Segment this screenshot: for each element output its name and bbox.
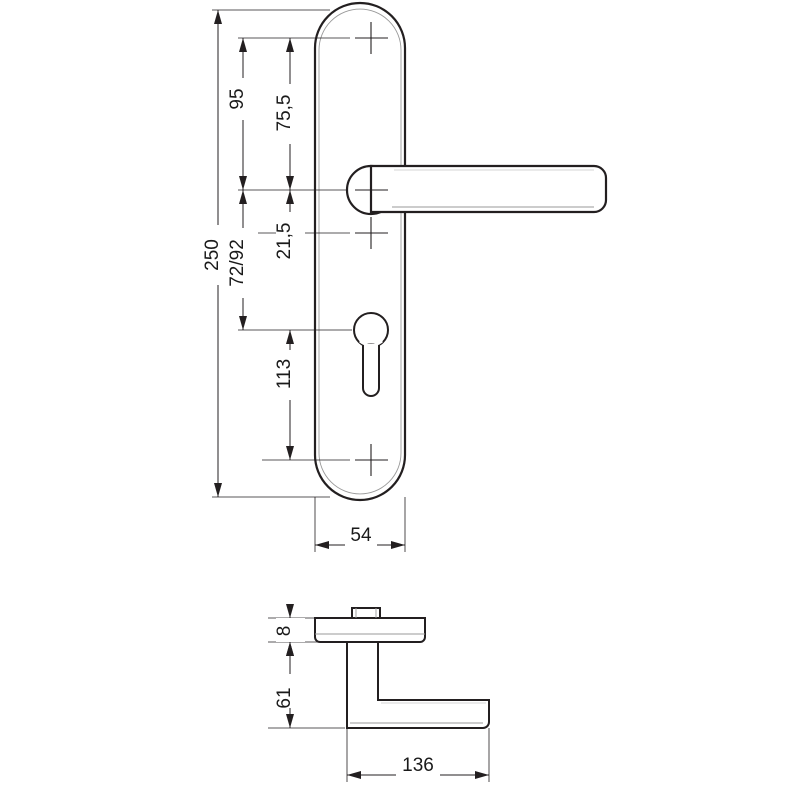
dimension-54 <box>315 524 405 549</box>
dimension-label-75-5: 75,5 <box>274 94 295 132</box>
dimension-label-113: 113 <box>274 358 295 390</box>
dimension-72-92 <box>227 190 258 330</box>
dimension-113 <box>274 330 305 460</box>
dimension-21-5 <box>274 190 305 274</box>
dimension-61 <box>274 642 305 728</box>
dimension-136 <box>347 754 489 779</box>
handle-lever-side-profile <box>347 642 489 728</box>
dimension-label-61: 61 <box>274 687 295 709</box>
escutcheon-plate-outline <box>315 3 405 500</box>
dimension-label-95: 95 <box>227 88 248 110</box>
dimension-label-8: 8 <box>274 625 295 637</box>
dimension-label-21-5: 21,5 <box>274 222 295 260</box>
handle-lever <box>371 166 606 212</box>
dimension-label-136: 136 <box>402 755 434 776</box>
escutcheon-plate-side <box>315 618 425 642</box>
dimension-label-250: 250 <box>202 239 223 271</box>
dimension-75-5 <box>274 38 305 190</box>
front-view <box>202 3 606 552</box>
dimension-95 <box>227 38 258 190</box>
side-view <box>268 604 489 782</box>
dimension-label-54: 54 <box>350 525 372 546</box>
dimension-label-72-92: 72/92 <box>227 239 248 287</box>
